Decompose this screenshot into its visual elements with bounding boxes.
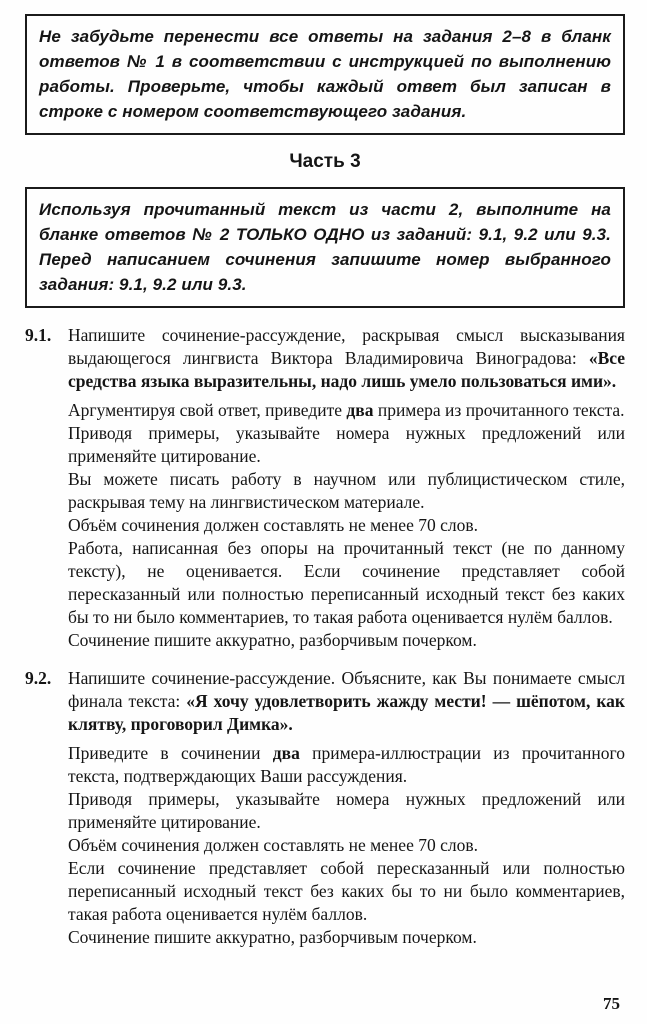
task-paragraph: Приведите в сочинении два примера-иллюстрации из прочитанного текста, подтверждающих Ваши рассуждения. [68,743,625,786]
task-intro: Напишите сочинение-рассуждение, раскрывая смысл высказывания выдающегося лингвиста Виктора Владимировича Виноградова: «Все средства языка выразительны, надо лишь умело пользоваться ими». [68,325,625,391]
notice-text: Не забудьте перенести все ответы на задания 2–8 в бланк ответов № 1 в соответствии с инструкцией по выполнению работы. Проверьте, чтобы каждый ответ был записан в строке с номером соответствующего задания. [39,27,611,121]
notice-box [25,14,625,135]
instruction-text: Используя прочитанный текст из части 2, выполните на бланке ответов № 2 ТОЛЬКО ОДНО из заданий: 9.1, 9.2 или 9.3. Перед написанием сочинения запишите номер выбранного задания: 9.1, 9.2 или 9.3. [39,200,611,294]
task-body [68,324,625,652]
task-paragraph: Работа, написанная без опоры на прочитанный текст (не по данному тексту), не оценивается. Если сочинение представляет собой пересказанный или полностью переписанный исходный текст без каких бы то ни было комментариев, то такая работа оценивается нулём баллов. [68,538,625,627]
part-heading: Часть 3 [289,151,361,172]
task-number: 9.1. [25,325,52,345]
task-paragraph: Сочинение пишите аккуратно, разборчивым почерком. [68,927,477,947]
task-list [25,324,625,949]
task-paragraph: Сочинение пишите аккуратно, разборчивым почерком. [68,630,477,650]
page-number: 75 [603,994,620,1013]
instruction-box [25,187,625,308]
task-paragraph: Аргументируя свой ответ, приведите два примера из прочитанного текста. [68,400,625,420]
task-paragraph: Объём сочинения должен составлять не менее 70 слов. [68,515,478,535]
task-paragraph: Приводя примеры, указывайте номера нужных предложений или применяйте цитирование. [68,789,625,832]
task-number: 9.2. [25,668,52,688]
task-paragraph: Объём сочинения должен составлять не менее 70 слов. [68,835,478,855]
task-9-2 [25,667,625,949]
task-body [68,667,625,949]
task-9-1 [25,324,625,652]
task-intro: Напишите сочинение-рассуждение. Объясните, как Вы понимаете смысл финала текста: «Я хочу удовлетворить жажду мести! — шёпотом, как клятву, проговорил Димка». [68,668,625,734]
task-paragraph: Приводя примеры, указывайте номера нужных предложений или применяйте цитирование. [68,423,625,466]
task-paragraph: Если сочинение представляет собой пересказанный или полностью переписанный исходный текст без каких бы то ни было комментариев, такая работа оценивается нулём баллов. [68,858,625,924]
task-paragraph: Вы можете писать работу в научном или публицистическом стиле, раскрывая тему на лингвистическом материале. [68,469,625,512]
